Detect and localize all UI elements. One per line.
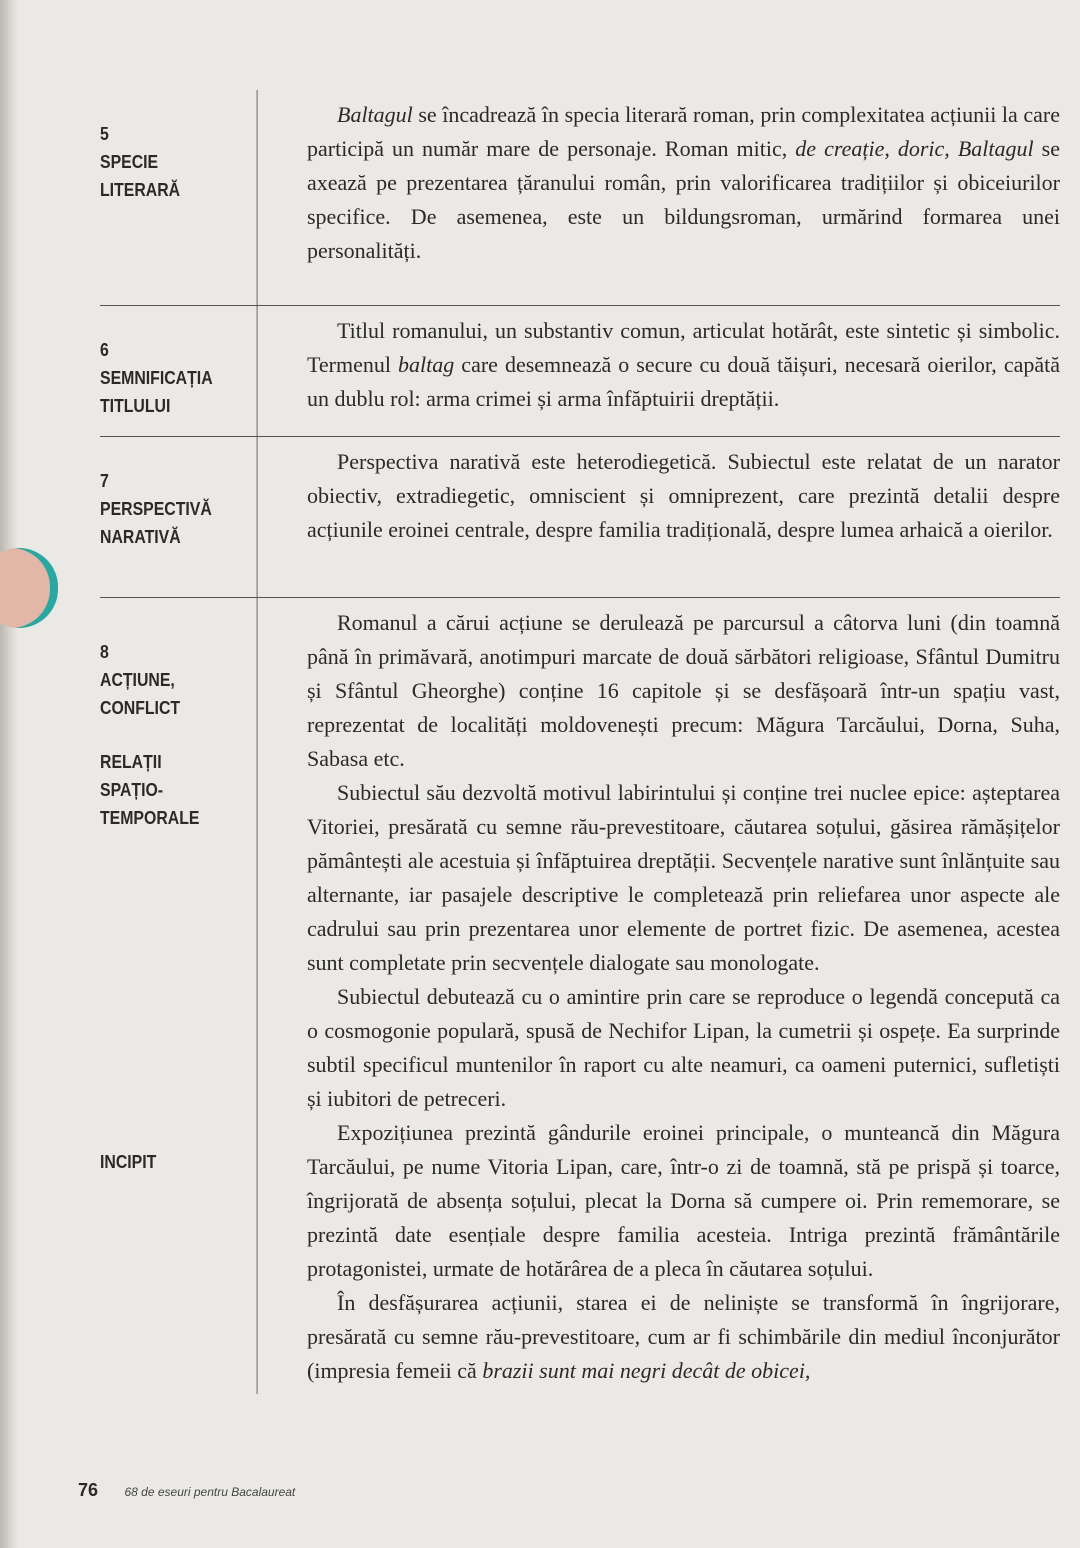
section-label [100,1148,156,1176]
page-number: 76 [78,1480,99,1500]
italic-text: baltag [398,352,455,377]
page-footer [78,1480,295,1501]
paragraph [307,606,1060,776]
finger-holding-page [0,548,58,628]
paragraph [307,1116,1060,1286]
section-label-line: SPAȚIO- [100,780,164,800]
section-label-line: 6 [100,340,109,360]
section-label [100,336,213,420]
section-label [100,638,180,722]
section-label-line: LITERARĂ [100,180,181,200]
page-gutter-shadow [0,0,18,1548]
table-row [100,598,1060,1394]
section-label-line: INCIPIT [100,1152,157,1172]
text: Expozițiunea prezintă gândurile eroinei principale, o munteancă din Măgura Tarcăului, pe nume Vitoria Lipan, care, într-o zi de toamnă, stă pe prispă și toarce, îngrijorată de absența soțului, plecat la Dorna să cumpere oi. Prin rememorare, se prezintă date esențiale despre familia acesteia. Intriga prezintă frământările protagonistei, urmate de hotărârea de a pleca în căutarea soțului. [307,1120,1060,1281]
italic-text: brazii sunt mai negri decât de obicei, [482,1358,811,1383]
text: Subiectul său dezvoltă motivul labirintului și conține trei nuclee epice: așteptarea Vitoriei, presărată cu semne rău-prevestitoare, căutarea soțului, găsirea rămășițelor pământești ale acestuia și înfăptuirea dreptății. Secvențele narative sunt înlănțuite sau alternante, iar pasajele descriptive le completează prin reliefarea unor aspecte ale cadrului sau prin prezentarea unor elemente de portret fizic. De asemenea, acestea sunt completate prin secvențele dialogate sau monologate. [307,780,1060,975]
section-label-line: 8 [100,642,109,662]
section-label [100,748,199,832]
paragraph [307,314,1060,416]
italic-text: de creație, doric, Baltagul [795,136,1034,161]
section-label-cell [100,437,258,597]
section-label-line: PERSPECTIVĂ [100,499,212,519]
section-label-cell [100,306,258,436]
section-label-line: ACȚIUNE, [100,670,175,690]
text: Perspectiva narativă este heterodiegetică. Subiectul este relatat de un narator obiectiv, extradiegetic, omniscient și omniprezent, care prezintă detalii despre acțiunile eroinei centrale, despre familia tradițională, despre lumea arhaică a oierilor. [307,449,1060,542]
section-label [100,120,180,204]
table-row [100,90,1060,306]
italic-text: Baltagul [337,102,413,127]
section-label-cell [100,598,258,1394]
section-label-line: SPECIE [100,152,159,172]
text: se încadrează în specia literară roman, prin complexitatea acțiunii la care participă un număr mare de personaje. Roman mitic, [307,102,1060,161]
text: Romanul a cărui acțiune se derulează pe parcursul a câtorva luni (din toamnă până în primăvară, anotimpuri marcate de două sărbători religioase, Sfântul Dumitru și Sfântul Gheorghe) conține 16 capitole și se desfășoară într-un spațiu vast, reprezentat de localități moldovenești precum: Măgura Tarcăului, Dorna, Suha, Sabasa etc. [307,610,1060,771]
paragraph [307,98,1060,268]
section-text-cell [279,306,1060,436]
paragraph [307,1286,1060,1388]
section-label-line: CONFLICT [100,698,181,718]
section-label [100,467,212,551]
text: În desfășurarea acțiunii, starea ei de neliniște se transformă în îngrijorare, presărată cu semne rău-prevestitoare, cum ar fi schimbările din mediul înconjurător (impresia femeii că [307,1290,1060,1383]
paragraph [307,445,1060,547]
essay-table [100,90,1060,1394]
section-text-cell [279,437,1060,597]
section-text-cell [279,90,1060,305]
section-label-line: 5 [100,124,109,144]
section-label-line: RELAȚII [100,752,162,772]
section-label-line: TITLULUI [100,396,171,416]
paragraph [307,776,1060,980]
text: care desemnează o secure cu două tăișuri, necesară oierilor, capătă un dublu rol: arma crimei și arma înfăptuirii dreptății. [307,352,1061,411]
text: Titlul romanului, un substantiv comun, articulat hotărât, este sintetic și simbolic. Termenul [307,318,1060,377]
section-label-line: 7 [100,471,109,491]
text: Subiectul debutează cu o amintire prin care se reproduce o legendă concepută ca o cosmogonie populară, spusă de Nechifor Lipan, la cumetrii și ospețe. Ea surprinde subtil specificul muntenilor în raport cu alte neamuri, ca oameni puternici, sufletiști și iubitori de petreceri. [307,984,1060,1111]
text: se axează pe prezentarea țăranului român, prin valorificarea tradițiilor și obiceiurilor specifice. De asemenea, este un bildungsroman, urmărind formarea unei personalități. [307,136,1060,263]
section-label-line: SEMNIFICAȚIA [100,368,213,388]
section-label-line: TEMPORALE [100,808,200,828]
section-label-cell [100,90,258,305]
section-label-line: NARATIVĂ [100,527,181,547]
section-text-cell [279,598,1060,1394]
table-row [100,437,1060,598]
paragraph [307,980,1060,1116]
table-row [100,306,1060,437]
book-title: 68 de eseuri pentru Bacalaureat [124,1485,296,1499]
